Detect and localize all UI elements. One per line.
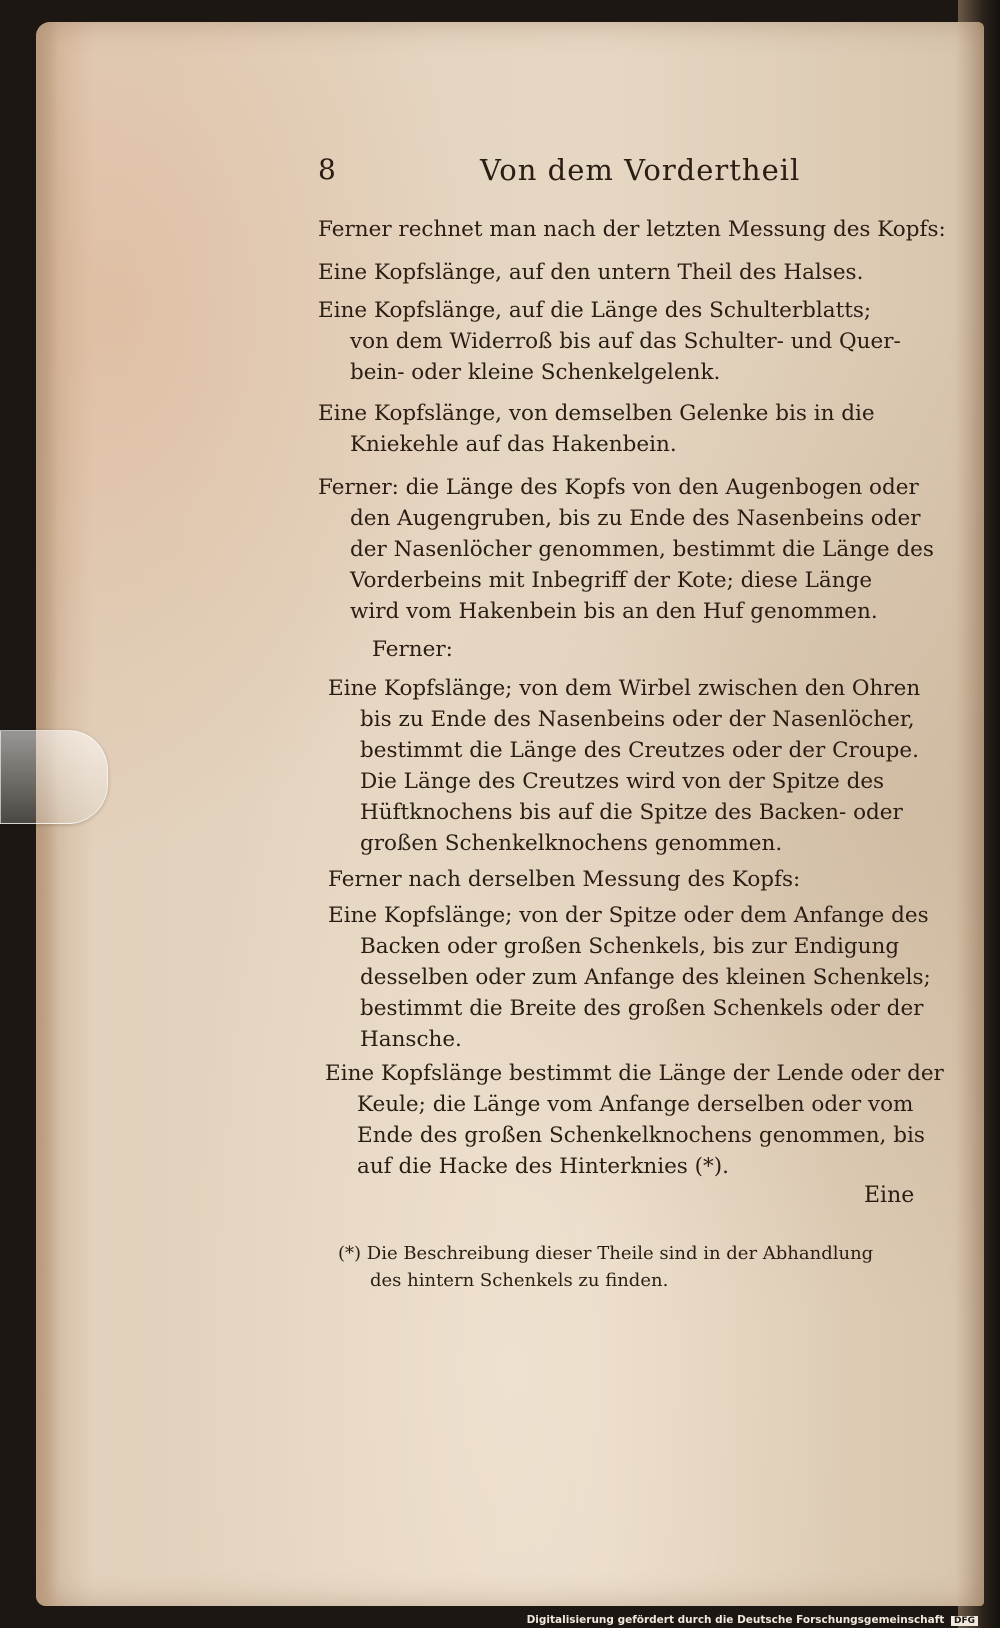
dfg-logo: DFG <box>951 1616 978 1626</box>
paragraph-3 <box>318 295 918 388</box>
paragraph-2 <box>318 257 918 288</box>
text-line: Eine Kopfslänge bestimmt die Länge der Lende oder der <box>325 1061 944 1086</box>
text-line: Ferner: <box>372 637 453 662</box>
text-line: bestimmt die Länge des Creutzes oder der Croupe. <box>360 738 919 763</box>
paragraph-10 <box>325 1058 944 1182</box>
text-line: Hansche. <box>360 1027 462 1052</box>
paragraph-1 <box>318 214 946 245</box>
text-line: Die Länge des Creutzes wird von der Spitze des <box>360 769 885 794</box>
footnote <box>338 1240 918 1294</box>
running-title: Von dem Vordertheil <box>480 153 801 187</box>
paragraph-7 <box>328 673 928 859</box>
text-line: den Augengruben, bis zu Ende des Nasenbeins oder <box>350 506 921 531</box>
footnote-line: des hintern Schenkels zu finden. <box>370 1270 669 1291</box>
text-line: der Nasenlöcher genommen, bestimmt die Länge des <box>350 537 934 562</box>
text-line: Eine Kopfslänge, auf die Länge des Schulterblatts; <box>318 298 872 323</box>
footnote-line: (*) Die Beschreibung dieser Theile sind in der Abhandlung <box>338 1243 874 1264</box>
paragraph-8 <box>328 864 928 895</box>
text-line: bis zu Ende des Nasenbeins oder der Nasenlöcher, <box>360 707 915 732</box>
credit-text: Digitalisierung gefördert durch die Deutsche Forschungsgemeinschaft <box>526 1614 945 1626</box>
text-line: Ende des großen Schenkelknochens genommen, bis <box>357 1123 925 1148</box>
text-line: wird vom Hakenbein bis an den Huf genommen. <box>350 599 878 624</box>
text-line: Vorderbeins mit Inbegriff der Kote; diese Länge <box>350 568 873 593</box>
text-line: desselben oder zum Anfange des kleinen Schenkels; <box>360 965 931 990</box>
text-line: auf die Hacke des Hinterknies (*). <box>357 1154 730 1179</box>
paragraph-5 <box>318 472 934 627</box>
paragraph-6 <box>372 634 972 665</box>
text-line: großen Schenkelknochens genommen. <box>360 831 783 856</box>
text-line: Ferner rechnet man nach der letzten Messung des Kopfs: <box>318 217 946 242</box>
paragraph-4 <box>318 398 918 460</box>
catchword: Eine <box>864 1183 915 1208</box>
text-line: Keule; die Länge vom Anfange derselben oder vom <box>357 1092 914 1117</box>
text-line: bestimmt die Breite des großen Schenkels oder der <box>360 996 924 1021</box>
text-line: von dem Widerroß bis auf das Schulter- und Quer- <box>350 329 901 354</box>
text-line: Eine Kopfslänge; von der Spitze oder dem Anfange des <box>328 903 929 928</box>
text-line: Kniekehle auf das Hakenbein. <box>350 432 677 457</box>
digitization-credit <box>527 1614 978 1626</box>
text-line: Backen oder großen Schenkels, bis zur Endigung <box>360 934 900 959</box>
page-number: 8 <box>318 153 336 186</box>
text-line: Hüftknochens bis auf die Spitze des Backen- oder <box>360 800 903 825</box>
text-line: bein- oder kleine Schenkelgelenk. <box>350 360 721 385</box>
text-line: Ferner: die Länge des Kopfs von den Augenbogen oder <box>318 475 919 500</box>
text-line: Eine Kopfslänge, auf den untern Theil des Halses. <box>318 260 864 285</box>
paragraph-9 <box>328 900 931 1055</box>
text-line: Ferner nach derselben Messung des Kopfs: <box>328 867 801 892</box>
text-line: Eine Kopfslänge, von demselben Gelenke bis in die <box>318 401 875 426</box>
text-line: Eine Kopfslänge; von dem Wirbel zwischen den Ohren <box>328 676 921 701</box>
